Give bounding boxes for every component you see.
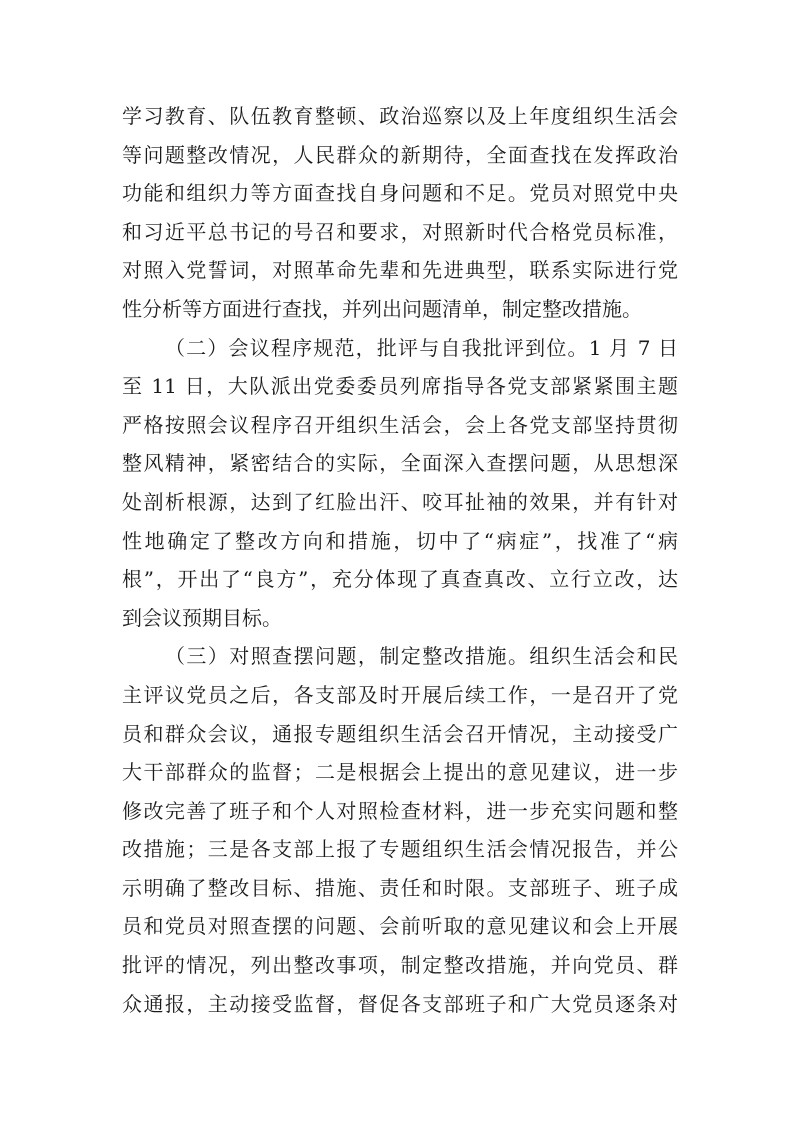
text-line: 对照入党誓词，对照革命先辈和先进典型，联系实际进行党 [122, 258, 678, 283]
body-text [122, 97, 678, 1023]
text-line: 员和党员对照查摆的问题、会前听取的意见建议和会上开展 [122, 914, 678, 939]
text-line: 根”，开出了“良方”，充分体现了真查真改、立行立改，达 [122, 567, 678, 592]
text-line: 主评议党员之后，各支部及时开展后续工作，一是召开了党 [122, 682, 678, 707]
text-line: 等问题整改情况，人民群众的新期待，全面查找在发挥政治 [122, 142, 678, 167]
text-line: 至 11 日，大队派出党委委员列席指导各党支部紧紧围主题 [122, 374, 678, 399]
text-line: 性地确定了整改方向和措施，切中了“病症”，找准了“病 [122, 528, 678, 553]
text-line: 批评的情况，列出整改事项，制定整改措施，并向党员、群 [122, 953, 678, 978]
text-line: 修改完善了班子和个人对照检查材料，进一步充实问题和整 [122, 798, 678, 823]
text-line: 示明确了整改目标、措施、责任和时限。支部班子、班子成 [122, 875, 678, 900]
text-line: 众通报，主动接受监督，督促各支部班子和广大党员逐条对 [122, 991, 678, 1016]
text-line: 员和群众会议，通报专题组织生活会召开情况，主动接受广 [122, 721, 678, 746]
section-heading-line: （二）会议程序规范，批评与自我批评到位。1 月 7 日 [165, 335, 678, 360]
text-line: 改措施；三是各支部上报了专题组织生活会情况报告，并公 [122, 837, 678, 862]
text-line: 功能和组织力等方面查找自身问题和不足。党员对照党中央 [122, 181, 678, 206]
text-line: 和习近平总书记的号召和要求，对照新时代合格党员标准， [122, 219, 678, 244]
text-line: 到会议预期目标。 [122, 605, 282, 630]
text-line: 学习教育、队伍教育整顿、政治巡察以及上年度组织生活会 [122, 104, 678, 128]
text-line: 严格按照会议程序召开组织生活会，会上各党支部坚持贯彻 [122, 412, 678, 437]
section-heading-line: （三）对照查摆问题，制定整改措施。组织生活会和民 [165, 644, 678, 669]
text-line: 整风精神，紧密结合的实际，全面深入查摆问题，从思想深 [122, 451, 678, 476]
text-line: 性分析等方面进行查找，并列出问题清单，制定整改措施。 [122, 296, 642, 321]
text-line: 处剖析根源，达到了红脸出汗、咬耳扯袖的效果，并有针对 [122, 489, 678, 514]
text-line: 大干部群众的监督；二是根据会上提出的意见建议，进一步 [122, 760, 678, 785]
